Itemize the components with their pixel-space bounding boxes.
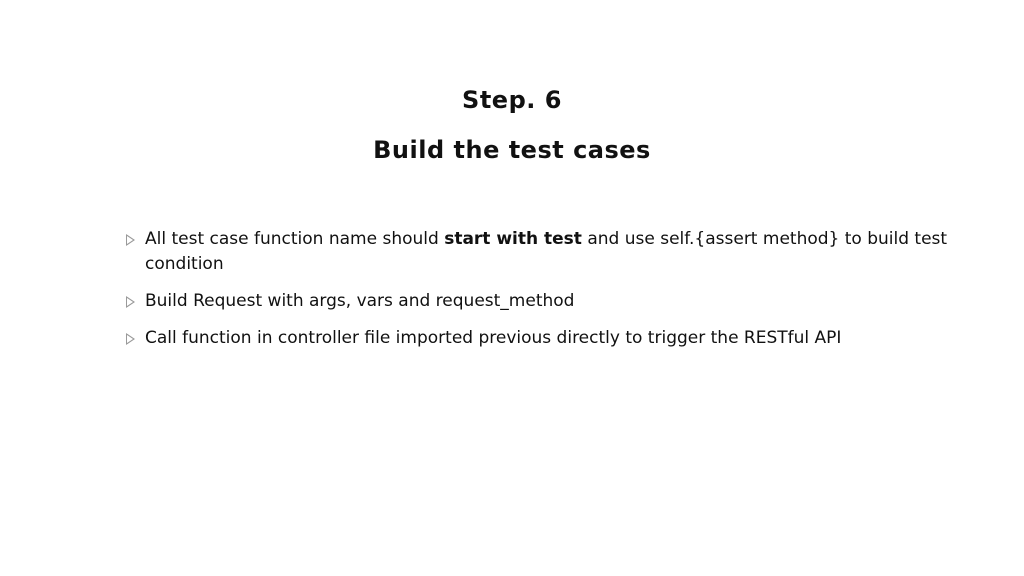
- slide-title: Build the test cases: [373, 136, 651, 164]
- bullet-list: [124, 227, 954, 363]
- bullet-item: [124, 326, 954, 351]
- bullet-text: Build Request with args, vars and request_method: [145, 291, 575, 311]
- bullet-text-prefix: All test case function name should: [145, 229, 445, 249]
- triangle-bullet-icon: [126, 234, 135, 246]
- bullet-text-emphasis: start with test: [444, 229, 582, 249]
- bullet-item: [124, 289, 954, 314]
- bullet-text: Call function in controller file imported previous directly to trigger the RESTful API: [145, 328, 842, 348]
- step-title: Step. 6: [462, 86, 562, 114]
- triangle-bullet-icon: [126, 296, 135, 308]
- bullet-item: [124, 227, 954, 277]
- bullet-text-suffix: and use self.{assert method} to build test condition: [145, 229, 948, 274]
- triangle-bullet-icon: [126, 333, 135, 345]
